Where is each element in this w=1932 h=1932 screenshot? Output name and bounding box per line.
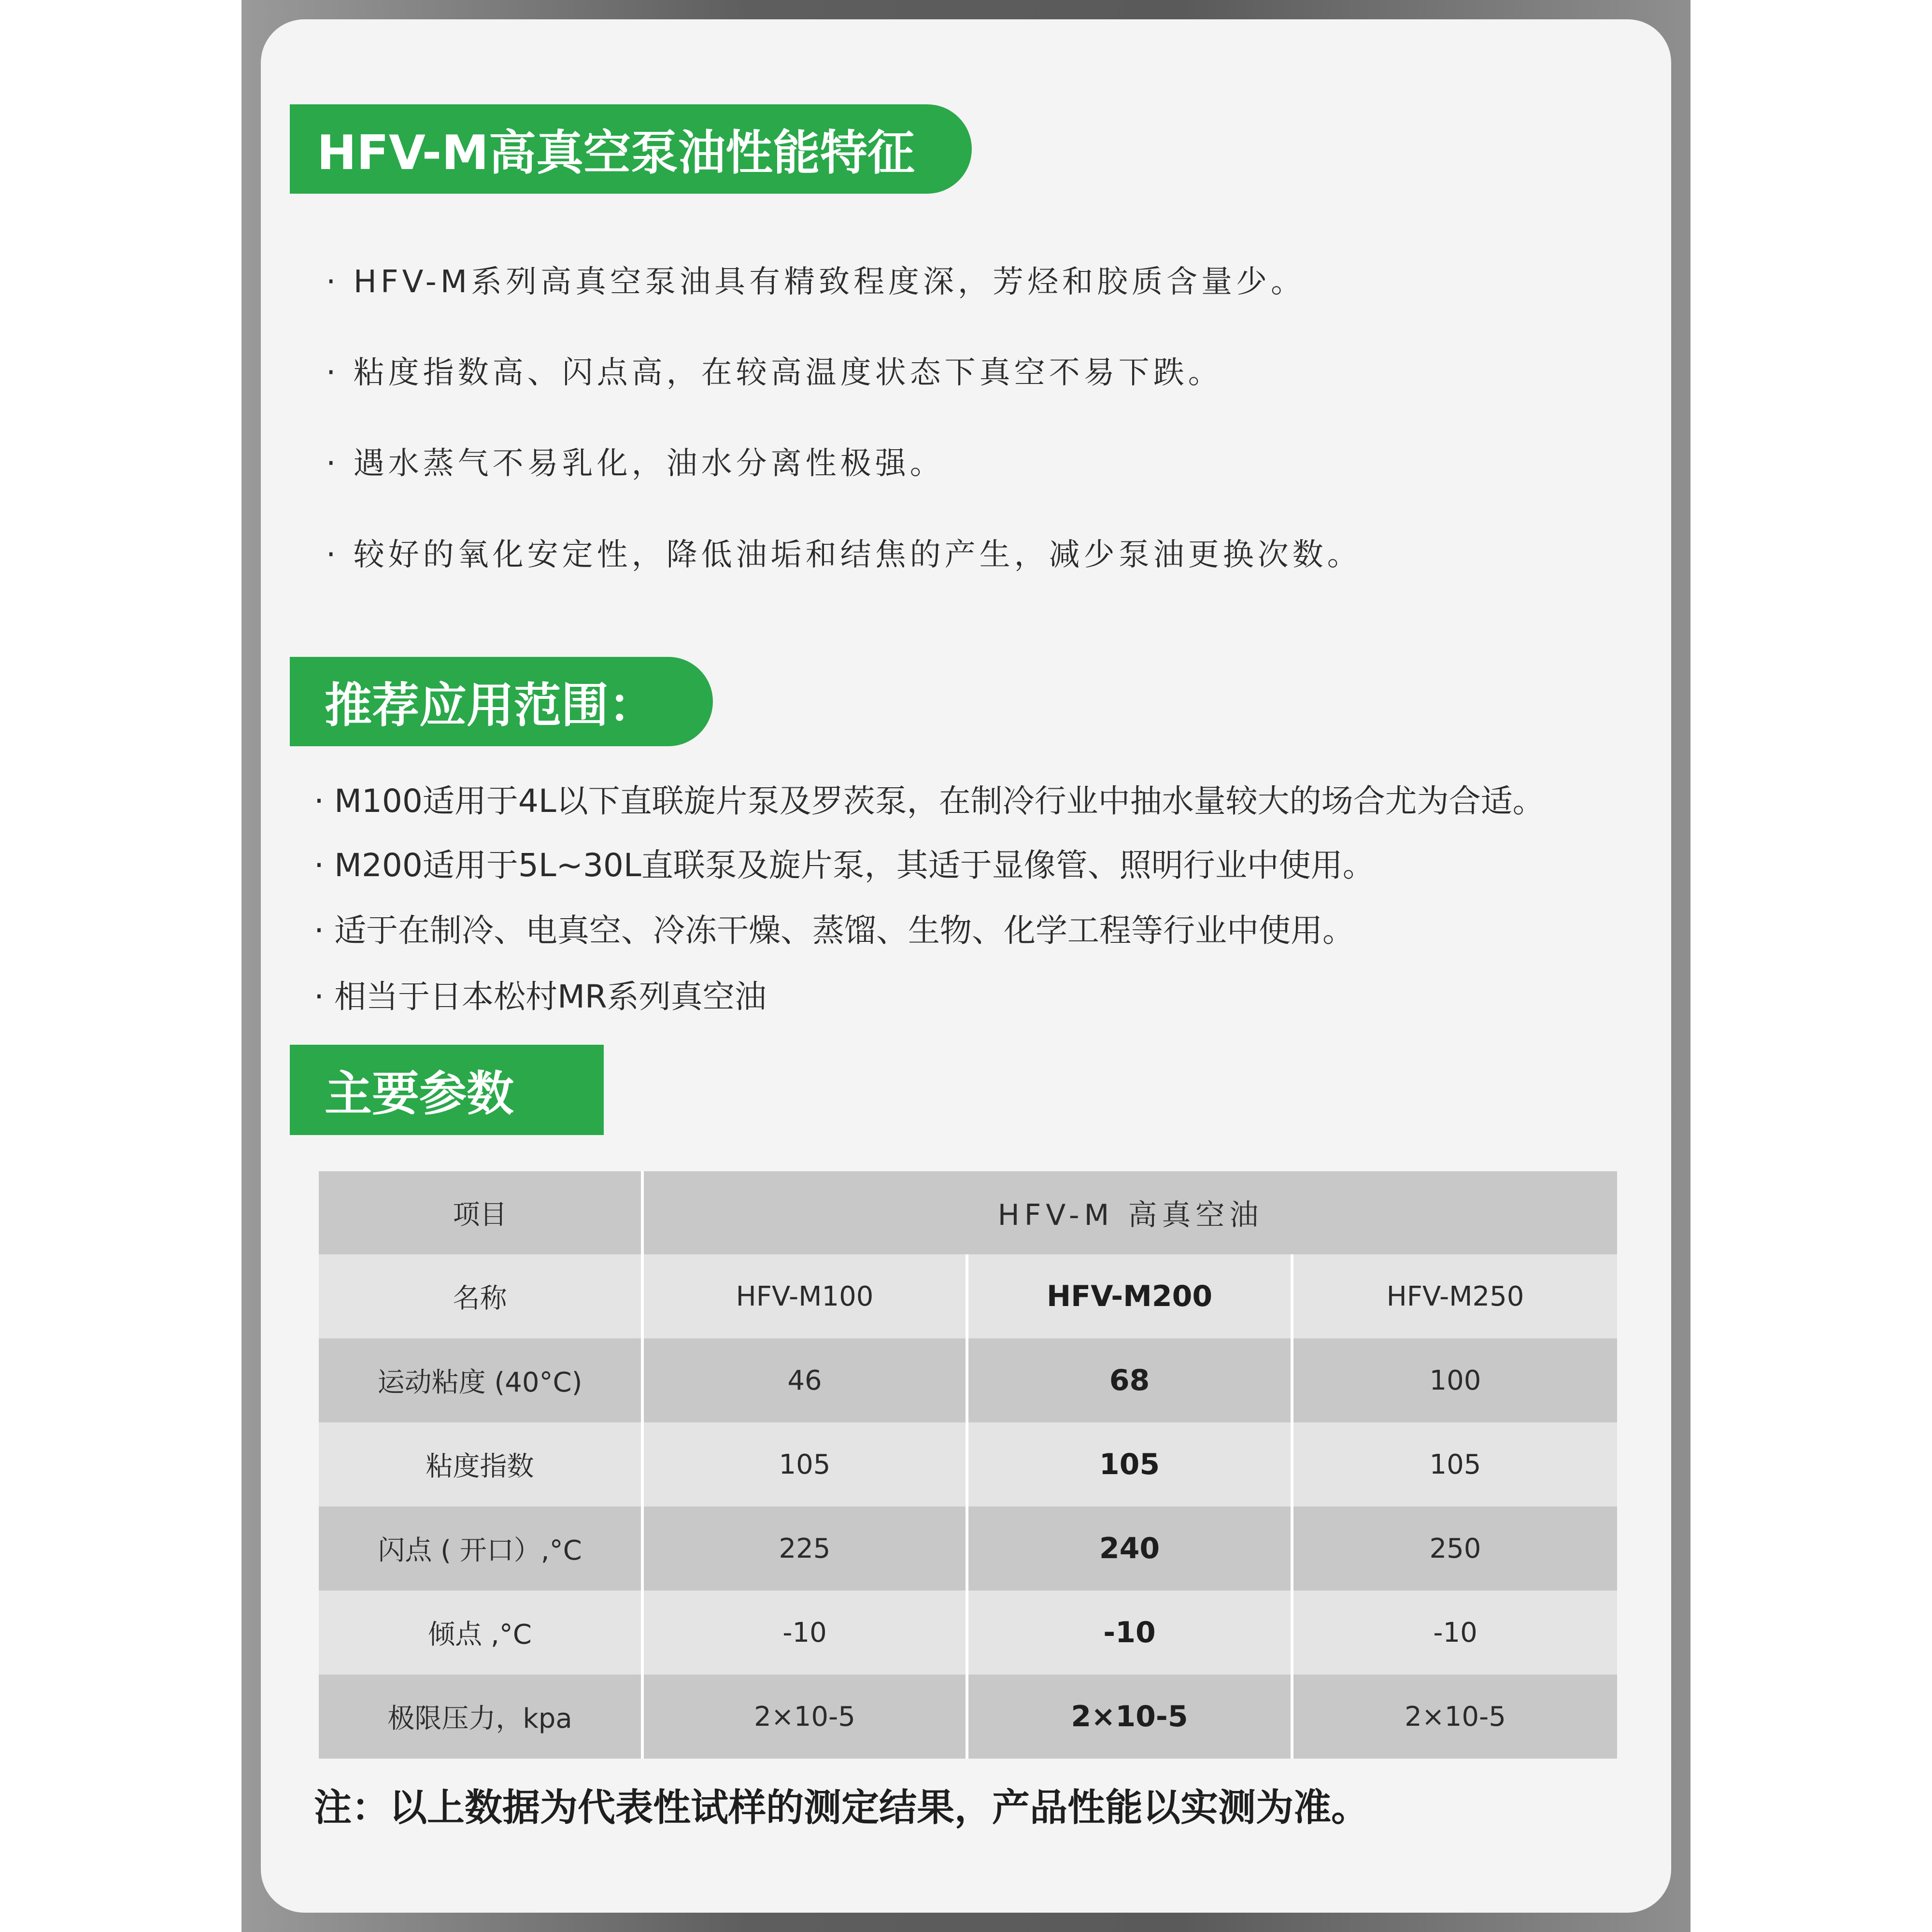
table-header-group: HFV-M 高真空油	[642, 1171, 1617, 1254]
feature-item: · 遇水蒸气不易乳化，油水分离性极强。	[326, 446, 945, 482]
table-cell: 名称	[319, 1254, 642, 1338]
table-row	[319, 1506, 1617, 1591]
table-row	[319, 1338, 1617, 1422]
feature-item: · 粘度指数高、闪点高，在较高温度状态下真空不易下跌。	[326, 355, 1223, 391]
table-cell: 250	[1292, 1506, 1617, 1591]
table-row	[319, 1675, 1617, 1759]
table-cell: 225	[642, 1506, 967, 1591]
table-cell: 2×10-5	[967, 1675, 1292, 1759]
table-cell: -10	[642, 1591, 967, 1675]
params-table	[319, 1171, 1617, 1759]
table-cell: 100	[1292, 1338, 1617, 1422]
feature-item: · HFV-M系列高真空泵油具有精致程度深，芳烃和胶质含量少。	[326, 264, 1306, 300]
application-item: · 适于在制冷、电真空、冷冻干燥、蒸馏、生物、化学工程等行业中使用。	[314, 912, 1354, 949]
application-item: · M200适用于5L~30L直联泵及旋片泵，其适于显像管、照明行业中使用。	[314, 847, 1375, 884]
table-row	[319, 1422, 1617, 1506]
feature-item: · 较好的氧化安定性，降低油垢和结焦的产生，减少泵油更换次数。	[326, 537, 1362, 573]
applications-section-title: 推荐应用范围：	[290, 657, 713, 746]
table-row	[319, 1591, 1617, 1675]
table-cell: 105	[967, 1422, 1292, 1506]
params-section-title: 主要参数	[290, 1045, 604, 1135]
table-cell: HFV-M250	[1292, 1254, 1617, 1338]
footnote: 注：以上数据为代表性试样的测定结果，产品性能以实测为准。	[314, 1786, 1369, 1830]
table-cell: 46	[642, 1338, 967, 1422]
table-cell: 闪点 ( 开口）,°C	[319, 1506, 642, 1591]
table-cell: 68	[967, 1338, 1292, 1422]
table-cell: HFV-M100	[642, 1254, 967, 1338]
table-cell: 2×10-5	[642, 1675, 967, 1759]
features-section-title: HFV-M高真空泵油性能特征	[290, 104, 972, 194]
table-row	[319, 1254, 1617, 1338]
application-item: · 相当于日本松村MR系列真空油	[314, 978, 767, 1015]
table-cell: 2×10-5	[1292, 1675, 1617, 1759]
table-cell: HFV-M200	[967, 1254, 1292, 1338]
application-item: · M100适用于4L以下直联旋片泵及罗茨泵，在制冷行业中抽水量较大的场合尤为合适。	[314, 782, 1545, 820]
table-cell: 105	[1292, 1422, 1617, 1506]
table-cell: -10	[967, 1591, 1292, 1675]
table-cell: 105	[642, 1422, 967, 1506]
table-cell: 240	[967, 1506, 1292, 1591]
table-header-row	[319, 1171, 1617, 1254]
table-cell: 倾点 ,°C	[319, 1591, 642, 1675]
table-cell: 运动粘度 (40°C)	[319, 1338, 642, 1422]
table-cell: -10	[1292, 1591, 1617, 1675]
table-cell: 粘度指数	[319, 1422, 642, 1506]
table-header-item: 项目	[319, 1171, 642, 1254]
table-cell: 极限压力，kpa	[319, 1675, 642, 1759]
